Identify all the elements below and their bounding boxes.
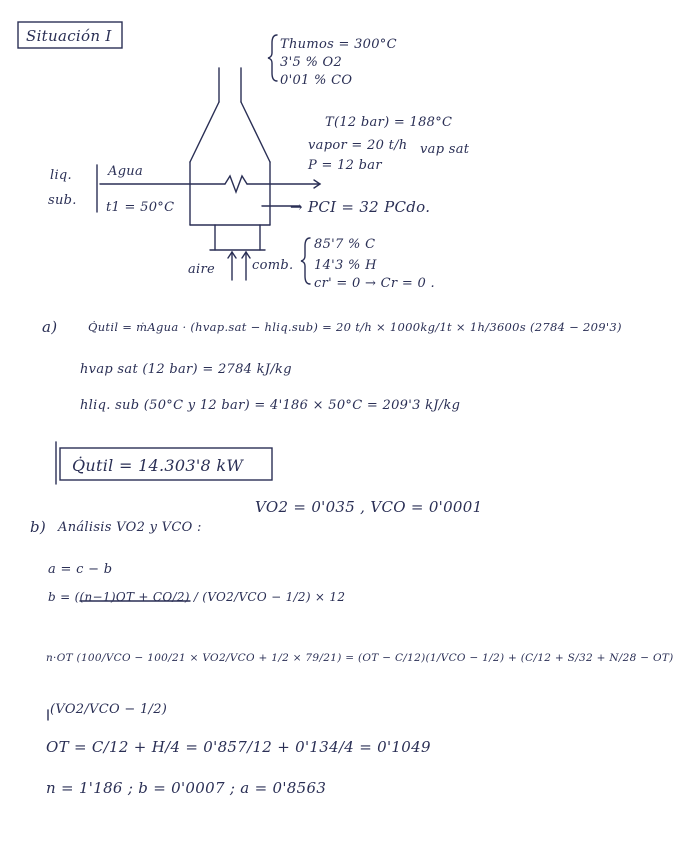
water-side-1: liq. (50, 168, 72, 183)
flue-gas-temp: Thumos = 300°C (280, 37, 397, 52)
flue-gas-co: 0'01 % CO (280, 73, 353, 88)
part-b-heading: Análisis VO2 y VCO : (58, 520, 202, 535)
flue-gas-o2: 3'5 % O2 (280, 55, 343, 70)
part-b-eq3: n·OT (100/VCO − 100/21 × VO2/VCO + 1/2 × 79/21) = (OT − C/12)(1/VCO − 1/2) + (C/12 + S/32 + N/28 − OT) (46, 652, 674, 664)
steam-state: vap sat (420, 142, 470, 157)
part-b-values: VO2 = 0'035 , VCO = 0'0001 (255, 498, 483, 516)
air-input: aire (188, 262, 216, 277)
part-a-hvap: hvap sat (12 bar) = 2784 kJ/kg (80, 362, 292, 377)
part-b-eq5: OT = C/12 + H/4 = 0'857/12 + 0'134/4 = 0'1049 (46, 738, 431, 756)
part-a-label: a) (42, 318, 58, 336)
part-b-eq4: (VO2/VCO − 1/2) (50, 702, 168, 717)
section-title: Situación I (26, 27, 112, 45)
steam-flow: vapor = 20 t/h (308, 138, 408, 153)
part-b-eq1: a = c − b (48, 562, 113, 577)
steam-temp: T(12 bar) = 188°C (325, 115, 453, 130)
water-side-2: sub. (48, 193, 77, 208)
fuel-hydrogen: 14'3 % H (314, 258, 377, 273)
fuel-note: cr' = 0 → Cr = 0 . (314, 276, 435, 291)
water-name: Agua (108, 164, 144, 179)
part-b-eq2: b = ((n−1)OT + CO/2) / (VO2/VCO − 1/2) × 12 (48, 590, 346, 604)
steam-pressure: P = 12 bar (308, 158, 382, 173)
part-b-eq6: n = 1'186 ; b = 0'0007 ; a = 0'8563 (46, 779, 327, 797)
fuel-carbon: 85'7 % C (314, 237, 376, 252)
part-a-equation: Q̇util = ṁAgua · (hvap.sat − hliq.sub) = 20 t/h × 1000kg/1t × 1h/3600s (2784 − 209'3) (88, 320, 622, 334)
part-a-result: Q̇util = 14.303'8 kW (72, 456, 244, 475)
part-b-label: b) (30, 518, 47, 536)
pci-label: → PCI = 32 PCdo. (290, 198, 431, 216)
fuel-input: comb. (252, 258, 294, 273)
part-a-hliq: hliq. sub (50°C y 12 bar) = 4'186 × 50°C = 209'3 kJ/kg (80, 398, 461, 413)
water-temp: t1 = 50°C (106, 200, 175, 215)
